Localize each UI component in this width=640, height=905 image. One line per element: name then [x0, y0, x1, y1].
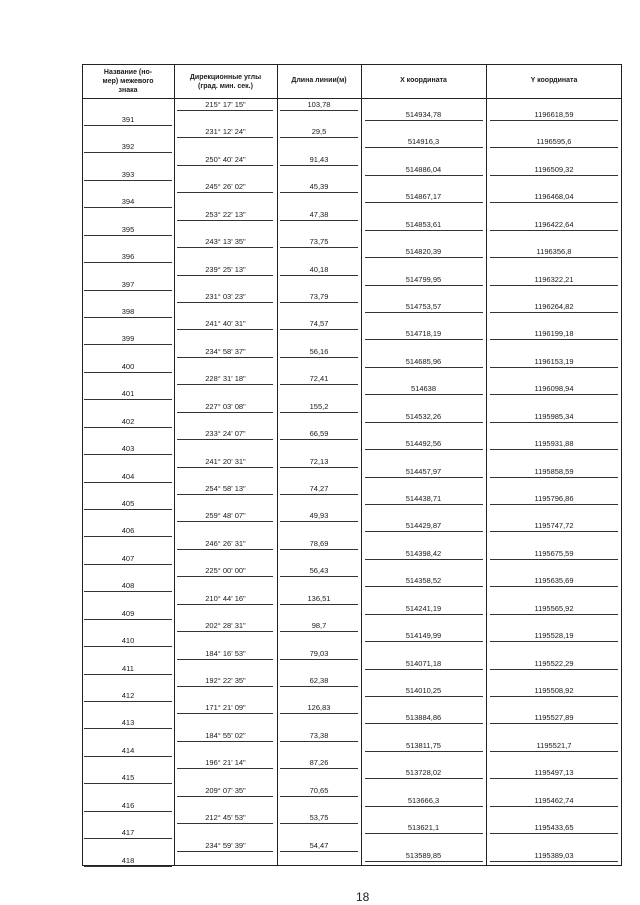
cell-underline [365, 833, 483, 834]
cell-underline [490, 559, 618, 560]
cell-underline [280, 549, 358, 550]
cell-underline [490, 696, 618, 697]
cell-underline [490, 833, 618, 834]
x-coord-cell: 514934,78 [405, 110, 442, 119]
length-cell: 45,39 [309, 182, 329, 192]
point-name-cell: 415 [121, 773, 135, 783]
cell-underline [177, 631, 273, 632]
cell-underline [490, 723, 618, 724]
cell-underline [365, 312, 483, 313]
angle-cell: 241° 20' 31" [205, 456, 246, 466]
cell-underline [177, 275, 273, 276]
angle-cell: 202° 28' 31" [205, 621, 246, 631]
cell-underline [280, 576, 358, 577]
cell-underline [365, 723, 483, 724]
y-coord-cell: 1195796,86 [534, 494, 574, 503]
cell-underline [177, 494, 273, 495]
cell-underline [280, 631, 358, 632]
cell-underline [84, 756, 172, 757]
cell-underline [365, 257, 483, 258]
cell-underline [365, 285, 483, 286]
cell-underline [490, 312, 618, 313]
angle-cell: 233° 24' 07" [205, 429, 246, 439]
cell-underline [365, 861, 483, 862]
x-coord-cell: 514532,26 [405, 411, 442, 421]
y-coord-cell: 1195931,88 [534, 439, 574, 449]
cell-underline [177, 247, 273, 248]
cell-underline [84, 427, 172, 428]
x-coord-cell: 513621,1 [407, 823, 440, 833]
cell-underline [280, 302, 358, 303]
cell-underline [490, 669, 618, 670]
x-coord-cell: 514071,18 [405, 658, 442, 668]
cell-underline [84, 728, 172, 729]
point-name-cell: 398 [121, 307, 135, 316]
length-cell: 74,27 [309, 484, 329, 493]
y-coord-cell: 1195522,29 [534, 658, 574, 668]
cell-underline [84, 262, 172, 263]
cell-underline [280, 851, 358, 852]
cell-underline [280, 137, 358, 138]
length-cell: 126,83 [307, 703, 331, 713]
y-coord-cell: 1195528,19 [534, 631, 574, 641]
cell-underline [365, 614, 483, 615]
x-coord-cell: 514010,25 [405, 686, 442, 695]
cell-underline [84, 564, 172, 565]
cell-underline [490, 147, 618, 148]
y-coord-cell: 1196098,94 [534, 384, 574, 394]
y-coord-cell: 1195521,7 [536, 740, 572, 750]
table-row-border [82, 98, 622, 99]
cell-underline [490, 230, 618, 231]
angle-cell: 227° 03' 08" [205, 401, 246, 411]
point-name-cell: 395 [121, 224, 135, 234]
cell-underline [84, 509, 172, 510]
cell-underline [84, 235, 172, 236]
x-coord-cell: 513811,75 [406, 740, 441, 750]
x-coord-cell: 514429,87 [405, 521, 442, 531]
header-angle: Дирекционные углы (град. мин. сек.) [189, 74, 262, 90]
cell-underline [365, 806, 483, 807]
cell-underline [365, 696, 483, 697]
cell-underline [490, 175, 618, 176]
point-name-cell: 400 [121, 361, 135, 371]
y-coord-cell: 1195858,59 [534, 466, 574, 476]
cell-underline [280, 686, 358, 687]
point-name-cell: 399 [121, 334, 135, 344]
cell-underline [365, 669, 483, 670]
angle-cell: 234° 59' 39" [205, 840, 246, 850]
length-cell: 87,26 [309, 758, 329, 768]
length-cell: 56,16 [309, 346, 329, 356]
page-number: 18 [356, 890, 370, 904]
cell-underline [490, 477, 618, 478]
angle-cell: 231° 12' 24" [205, 127, 246, 137]
y-coord-cell: 1196199,18 [534, 329, 574, 339]
y-coord-cell: 1196264,82 [534, 302, 574, 311]
angle-cell: 228° 31' 18" [205, 374, 246, 384]
cell-underline [177, 686, 273, 687]
point-name-cell: 392 [121, 142, 135, 152]
point-name-cell: 409 [121, 608, 135, 618]
point-name-cell: 408 [121, 581, 135, 591]
point-name-cell: 410 [121, 636, 135, 646]
cell-underline [280, 384, 358, 385]
angle-cell: 245° 26' 02" [205, 182, 246, 192]
cell-underline [490, 339, 618, 340]
cell-underline [490, 504, 618, 505]
length-cell: 155,2 [309, 401, 329, 411]
point-name-cell: 417 [121, 828, 135, 838]
y-coord-cell: 1196153,19 [534, 356, 574, 366]
angle-cell: 259° 48' 07" [205, 511, 246, 521]
cell-underline [84, 290, 172, 291]
point-name-cell: 391 [121, 115, 135, 124]
cell-underline [84, 372, 172, 373]
cell-underline [84, 783, 172, 784]
y-coord-cell: 1195635,69 [534, 576, 574, 586]
angle-cell: 210° 44' 16" [205, 593, 246, 603]
cell-underline [84, 674, 172, 675]
y-coord-cell: 1196356,8 [536, 247, 572, 257]
cell-underline [490, 861, 618, 862]
y-coord-cell: 1195462,74 [534, 795, 574, 805]
length-cell: 56,43 [309, 566, 329, 576]
x-coord-cell: 514358,52 [405, 576, 442, 586]
y-coord-cell: 1196618,59 [534, 110, 574, 119]
coordinates-table [82, 64, 622, 866]
point-name-cell: 396 [121, 252, 135, 262]
point-name-cell: 397 [121, 279, 135, 289]
cell-underline [280, 357, 358, 358]
cell-underline [177, 823, 273, 824]
cell-underline [365, 559, 483, 560]
cell-underline [280, 521, 358, 522]
length-cell: 98,7 [311, 621, 327, 631]
length-cell: 29,5 [311, 127, 327, 137]
x-coord-cell: 514241,19 [405, 603, 442, 613]
point-name-cell: 401 [121, 389, 135, 399]
cell-underline [177, 384, 273, 385]
point-name-cell: 404 [121, 471, 135, 481]
cell-underline [177, 357, 273, 358]
cell-underline [84, 811, 172, 812]
cell-underline [84, 591, 172, 592]
length-cell: 73,38 [309, 730, 329, 740]
y-coord-cell: 1196595,6 [536, 137, 572, 147]
x-coord-cell: 514638 [410, 384, 437, 394]
y-coord-cell: 1195389,03 [534, 850, 574, 860]
length-cell: 91,43 [309, 154, 329, 164]
x-coord-cell: 514149,99 [405, 631, 442, 641]
cell-underline [280, 823, 358, 824]
cell-underline [177, 604, 273, 605]
point-name-cell: 411 [122, 663, 134, 673]
cell-underline [365, 751, 483, 752]
y-coord-cell: 1195497,13 [534, 768, 574, 778]
cell-underline [280, 494, 358, 495]
x-coord-cell: 514457,97 [405, 466, 442, 476]
cell-underline [84, 207, 172, 208]
angle-cell: 184° 55' 02" [205, 730, 246, 740]
cell-underline [280, 659, 358, 660]
cell-underline [490, 641, 618, 642]
length-cell: 73,79 [309, 292, 329, 301]
cell-underline [365, 504, 483, 505]
cell-underline [490, 257, 618, 258]
cell-underline [490, 422, 618, 423]
cell-underline [84, 838, 172, 839]
x-coord-cell: 514820,39 [405, 247, 442, 257]
angle-cell: 225° 00' 00" [205, 566, 246, 576]
cell-underline [177, 851, 273, 852]
length-cell: 66,59 [309, 429, 329, 439]
length-cell: 70,65 [309, 785, 329, 795]
x-coord-cell: 513884,86 [405, 713, 442, 723]
angle-cell: 212° 45' 53" [205, 813, 246, 823]
cell-underline [280, 110, 358, 111]
length-cell: 53,75 [309, 813, 329, 823]
cell-underline [365, 147, 483, 148]
cell-underline [84, 482, 172, 483]
cell-underline [177, 521, 273, 522]
length-cell: 73,75 [309, 237, 329, 247]
cell-underline [280, 604, 358, 605]
cell-underline [365, 778, 483, 779]
length-cell: 62,38 [309, 676, 329, 685]
header-x: X координата [400, 77, 447, 84]
angle-cell: 250° 40' 24" [205, 154, 246, 164]
cell-underline [365, 367, 483, 368]
cell-underline [280, 768, 358, 769]
cell-underline [490, 806, 618, 807]
y-coord-cell: 1195527,89 [534, 713, 574, 723]
cell-underline [490, 120, 618, 121]
x-coord-cell: 513666,3 [407, 795, 440, 805]
cell-underline [177, 412, 273, 413]
length-cell: 47,38 [309, 209, 329, 219]
cell-underline [365, 175, 483, 176]
angle-cell: 246° 26' 31" [205, 538, 246, 548]
cell-underline [490, 586, 618, 587]
cell-underline [365, 422, 483, 423]
cell-underline [177, 741, 273, 742]
angle-cell: 243° 13' 35" [205, 237, 246, 247]
cell-underline [177, 165, 273, 166]
cell-underline [177, 302, 273, 303]
length-cell: 72,41 [309, 374, 329, 384]
length-cell: 78,69 [309, 538, 329, 548]
cell-underline [280, 796, 358, 797]
cell-underline [365, 394, 483, 395]
header-name: Название (но- мер) межевого знака [102, 69, 154, 94]
y-coord-cell: 1196322,21 [534, 274, 574, 284]
angle-cell: 196° 21' 14" [205, 758, 246, 768]
x-coord-cell: 513589,85 [405, 850, 442, 860]
cell-underline [177, 796, 273, 797]
cell-underline [365, 641, 483, 642]
point-name-cell: 412 [121, 691, 135, 700]
cell-underline [84, 866, 172, 867]
angle-cell: 171° 21' 09" [205, 703, 246, 713]
cell-underline [280, 467, 358, 468]
point-name-cell: 403 [121, 444, 135, 454]
x-coord-cell: 514853,61 [405, 219, 442, 229]
x-coord-cell: 514398,42 [405, 548, 442, 558]
length-cell: 136,51 [307, 593, 331, 603]
point-name-cell: 394 [121, 197, 135, 207]
x-coord-cell: 514799,95 [405, 274, 442, 284]
length-cell: 74,57 [309, 319, 329, 329]
x-coord-cell: 514438,71 [405, 494, 442, 503]
table-row-border [82, 64, 622, 65]
length-cell: 72,13 [309, 456, 329, 466]
cell-underline [84, 701, 172, 702]
cell-underline [177, 439, 273, 440]
angle-cell: 253° 22' 13" [205, 209, 246, 219]
cell-underline [280, 412, 358, 413]
cell-underline [84, 152, 172, 153]
angle-cell: 215° 17' 15" [205, 100, 246, 109]
angle-cell: 184° 16' 53" [205, 648, 246, 658]
x-coord-cell: 514492,56 [405, 439, 442, 449]
cell-underline [177, 768, 273, 769]
cell-underline [177, 110, 273, 111]
y-coord-cell: 1196468,04 [534, 192, 574, 202]
cell-underline [365, 120, 483, 121]
cell-underline [84, 317, 172, 318]
cell-underline [365, 477, 483, 478]
cell-underline [84, 646, 172, 647]
y-coord-cell: 1196422,64 [534, 219, 574, 229]
header-y: Y координата [530, 77, 578, 84]
y-coord-cell: 1195433,65 [534, 823, 574, 833]
cell-underline [280, 741, 358, 742]
cell-underline [84, 619, 172, 620]
cell-underline [177, 713, 273, 714]
y-coord-cell: 1195565,92 [534, 603, 574, 613]
point-name-cell: 393 [121, 169, 135, 179]
x-coord-cell: 514886,04 [405, 164, 442, 174]
y-coord-cell: 1195675,59 [534, 548, 574, 558]
cell-underline [177, 659, 273, 660]
cell-underline [280, 275, 358, 276]
x-coord-cell: 513728,02 [405, 768, 442, 778]
cell-underline [490, 202, 618, 203]
cell-underline [177, 329, 273, 330]
angle-cell: 192° 22' 35" [205, 676, 246, 685]
x-coord-cell: 514867,17 [405, 192, 442, 202]
cell-underline [365, 202, 483, 203]
angle-cell: 209° 07' 35" [205, 785, 246, 795]
x-coord-cell: 514753,57 [405, 302, 442, 311]
length-cell: 79,03 [309, 648, 329, 658]
length-cell: 49,93 [309, 511, 329, 521]
cell-underline [280, 220, 358, 221]
cell-underline [84, 399, 172, 400]
point-name-cell: 418 [121, 855, 135, 865]
x-coord-cell: 514685,96 [405, 356, 442, 366]
angle-cell: 241° 40' 31" [205, 319, 246, 329]
cell-underline [280, 192, 358, 193]
angle-cell: 239° 25' 13" [205, 264, 246, 274]
cell-underline [177, 220, 273, 221]
cell-underline [490, 367, 618, 368]
cell-underline [490, 394, 618, 395]
cell-underline [280, 247, 358, 248]
cell-underline [280, 439, 358, 440]
cell-underline [84, 344, 172, 345]
header-length: Длина линии(м) [291, 77, 347, 84]
y-coord-cell: 1195508,92 [534, 686, 574, 695]
point-name-cell: 406 [121, 526, 135, 536]
cell-underline [177, 576, 273, 577]
cell-underline [177, 549, 273, 550]
length-cell: 54,47 [309, 840, 329, 850]
cell-underline [280, 329, 358, 330]
x-coord-cell: 514718,19 [405, 329, 442, 339]
cell-underline [490, 614, 618, 615]
angle-cell: 254° 58' 13" [205, 484, 246, 493]
cell-underline [84, 454, 172, 455]
cell-underline [365, 339, 483, 340]
cell-underline [365, 531, 483, 532]
cell-underline [490, 751, 618, 752]
cell-underline [84, 536, 172, 537]
cell-underline [490, 778, 618, 779]
length-cell: 40,18 [309, 264, 329, 274]
cell-underline [365, 586, 483, 587]
x-coord-cell: 514916,3 [407, 137, 440, 147]
cell-underline [490, 449, 618, 450]
point-name-cell: 405 [121, 499, 135, 508]
cell-underline [280, 713, 358, 714]
length-cell: 103,78 [307, 100, 331, 109]
cell-underline [177, 192, 273, 193]
point-name-cell: 407 [121, 553, 135, 563]
cell-underline [177, 137, 273, 138]
cell-underline [177, 467, 273, 468]
cell-underline [365, 230, 483, 231]
y-coord-cell: 1195985,34 [534, 411, 574, 421]
cell-underline [365, 449, 483, 450]
cell-underline [490, 285, 618, 286]
cell-underline [84, 180, 172, 181]
cell-underline [280, 165, 358, 166]
point-name-cell: 402 [121, 416, 135, 426]
angle-cell: 231° 03' 23" [205, 292, 246, 301]
point-name-cell: 414 [121, 745, 135, 755]
cell-underline [84, 125, 172, 126]
point-name-cell: 413 [121, 718, 135, 728]
point-name-cell: 416 [121, 800, 135, 810]
y-coord-cell: 1195747,72 [534, 521, 574, 531]
y-coord-cell: 1196509,32 [534, 164, 574, 174]
cell-underline [490, 531, 618, 532]
angle-cell: 234° 58' 37" [205, 346, 246, 356]
